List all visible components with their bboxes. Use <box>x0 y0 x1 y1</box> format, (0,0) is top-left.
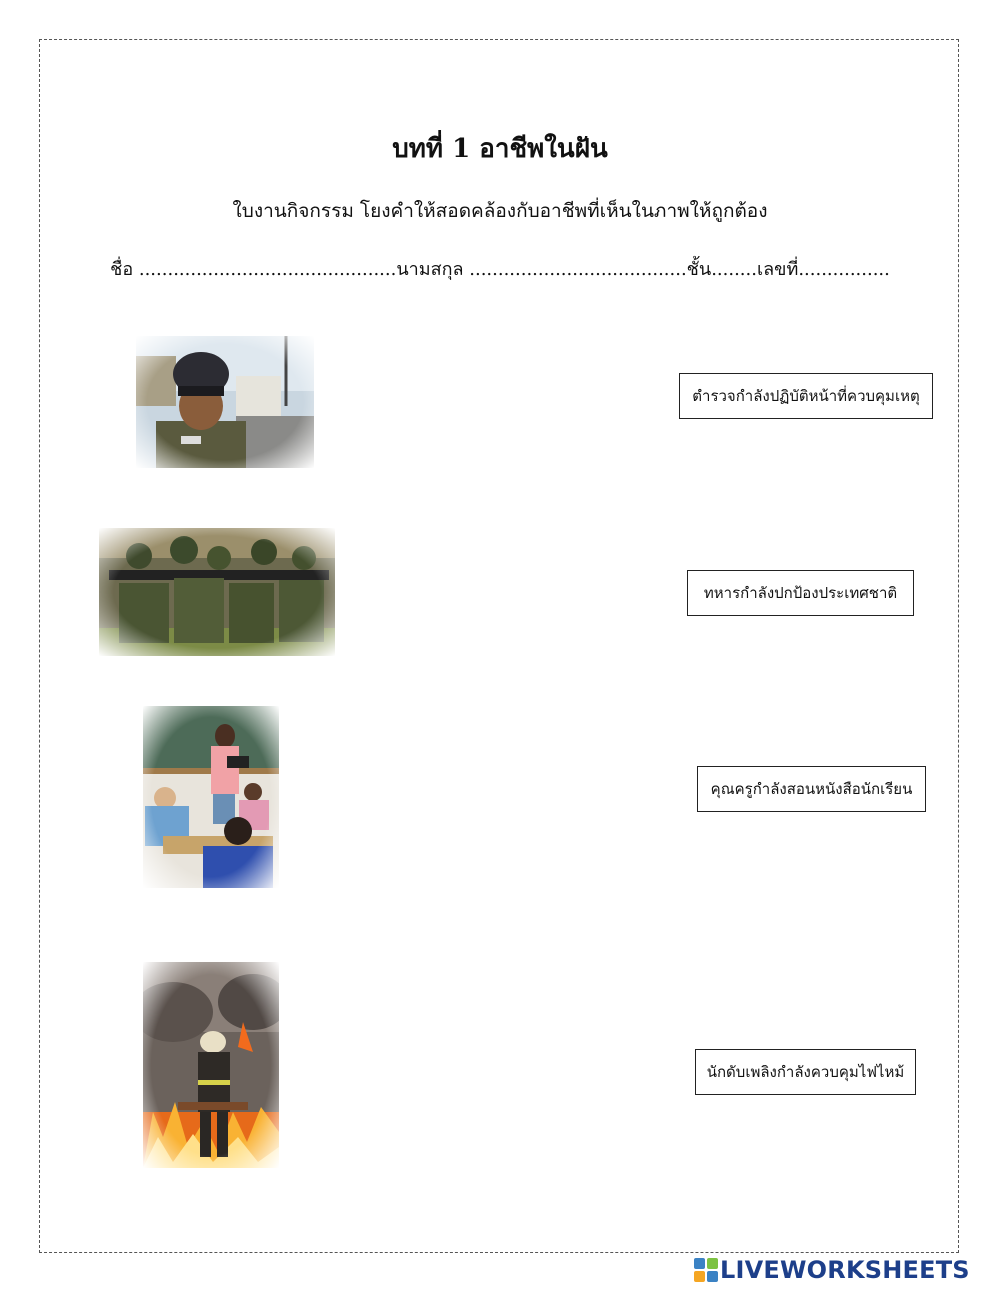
teacher-classroom-photo[interactable] <box>143 706 279 888</box>
student-info-line: ชื่อ .............................................นามสกุล ......................................ชั้น........เลขที่................ <box>110 259 890 280</box>
soldiers-photo[interactable] <box>99 528 335 656</box>
page-title: บทที่ 1 อาชีพในฝัน <box>392 134 608 164</box>
liveworksheets-logo[interactable] <box>694 1256 970 1284</box>
instruction-text: ใบงานกิจกรรม โยงคำให้สอดคล้องกับอาชีพที่เห็นในภาพให้ถูกต้อง <box>232 200 768 222</box>
liveworksheets-logo-icon <box>694 1258 718 1282</box>
answer-box-firefighter[interactable]: นักดับเพลิงกำลังควบคุมไฟไหม้ <box>695 1049 916 1095</box>
answer-box-teacher[interactable]: คุณครูกำลังสอนหนังสือนักเรียน <box>697 766 926 812</box>
police-officer-photo[interactable] <box>136 336 314 468</box>
liveworksheets-logo-text: LIVEWORKSHEETS <box>720 1256 970 1284</box>
answer-box-police[interactable]: ตำรวจกำลังปฏิบัติหน้าที่ควบคุมเหตุ <box>679 373 933 419</box>
firefighter-photo[interactable] <box>143 962 279 1168</box>
answer-box-soldier[interactable]: ทหารกำลังปกป้องประเทศชาติ <box>687 570 914 616</box>
